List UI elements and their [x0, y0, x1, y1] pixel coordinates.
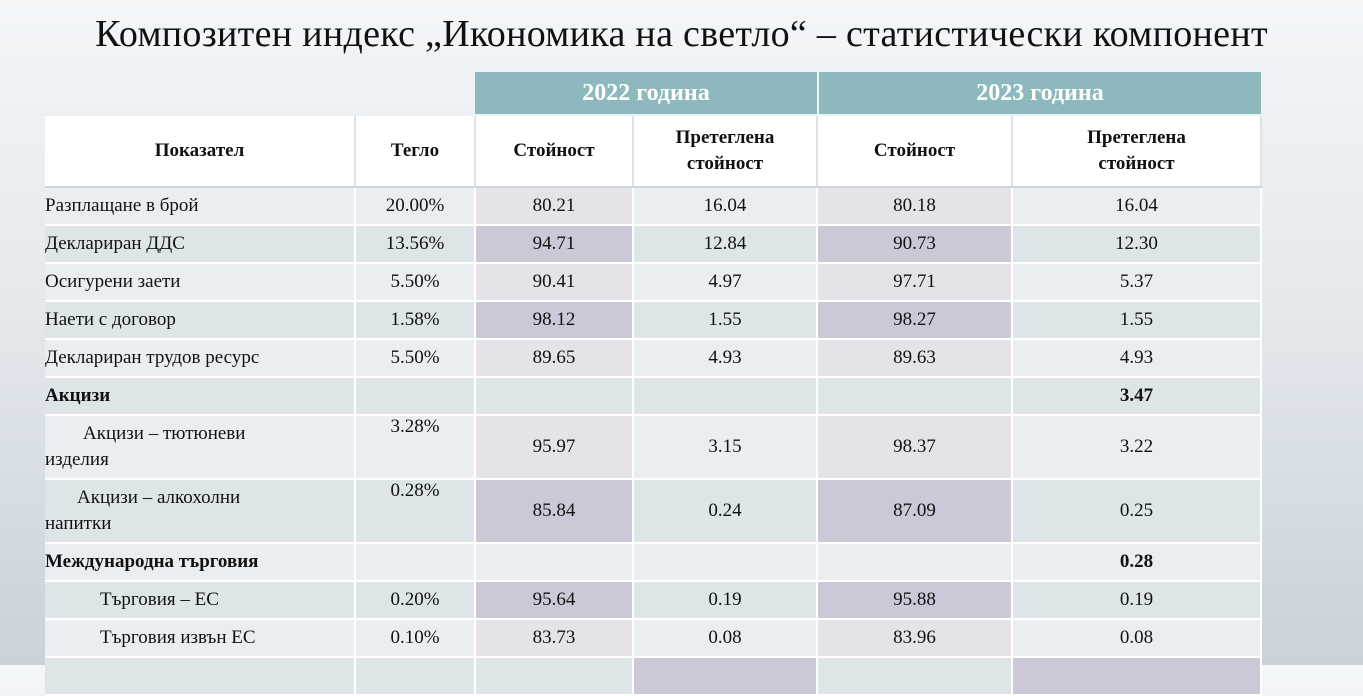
weighted-2023: 12.30: [1012, 225, 1261, 263]
row-name-line1: Акцизи – алкохолни: [77, 487, 241, 508]
table-row-group: [45, 543, 1261, 581]
row-weight: [355, 377, 475, 415]
weighted-2023: 4.93: [1012, 339, 1261, 377]
group-name-trade: Международна търговия: [45, 543, 355, 581]
weighted-2023: 1.55: [1012, 301, 1261, 339]
row-weight: 20.00%: [355, 187, 475, 225]
value-2022: 95.64: [475, 581, 633, 619]
value-2022: 98.12: [475, 301, 633, 339]
weighted-2023: 5.37: [1012, 263, 1261, 301]
weighted-2023: 0.25: [1012, 479, 1261, 543]
table-header-row: [45, 116, 1261, 187]
value-2023: 98.27: [817, 301, 1012, 339]
row-name: Разплащане в брой: [45, 187, 355, 225]
row-name: Осигурени заети: [45, 263, 355, 301]
weighted-2023: 3.22: [1012, 415, 1261, 479]
row-name-line2: изделия: [45, 449, 109, 470]
partial-cell: [475, 657, 633, 695]
header-weighted-line1: Претеглена: [675, 127, 775, 148]
table-row: [45, 415, 1261, 479]
value-2023: [817, 543, 1012, 581]
header-indicator: Показател: [45, 116, 355, 187]
value-2023: 80.18: [817, 187, 1012, 225]
year-header-2022: 2022 година: [475, 72, 817, 114]
value-2023: 98.37: [817, 415, 1012, 479]
year-header-2023: 2023 година: [819, 72, 1261, 114]
index-table: [45, 116, 1262, 696]
row-weight: 3.28%: [355, 415, 475, 479]
row-name: Деклариран трудов ресурс: [45, 339, 355, 377]
header-weighted-2022: [633, 116, 817, 187]
weighted-2023: 16.04: [1012, 187, 1261, 225]
table-row: [45, 339, 1261, 377]
weighted-2022: 4.97: [633, 263, 817, 301]
value-2023: [817, 377, 1012, 415]
weighted-2022: [633, 543, 817, 581]
slide-title: Композитен индекс „Икономика на светло“ – статистически компонент: [95, 13, 1268, 55]
header-weighted-line2: стойност: [1098, 153, 1175, 174]
row-weight: 0.28%: [355, 479, 475, 543]
row-weight: [355, 543, 475, 581]
row-name: [45, 415, 355, 479]
value-2023: 87.09: [817, 479, 1012, 543]
value-2022: 80.21: [475, 187, 633, 225]
partial-cell: [45, 657, 355, 695]
weighted-2022: 0.19: [633, 581, 817, 619]
partial-cell: [633, 657, 817, 695]
value-2022: [475, 377, 633, 415]
weighted-2023: 0.28: [1012, 543, 1261, 581]
value-2022: 89.65: [475, 339, 633, 377]
weighted-2022: 12.84: [633, 225, 817, 263]
weighted-2022: 1.55: [633, 301, 817, 339]
table-row: [45, 187, 1261, 225]
table-row: [45, 581, 1261, 619]
value-2022: 85.84: [475, 479, 633, 543]
row-name-line2: напитки: [45, 513, 112, 534]
weighted-2022: 16.04: [633, 187, 817, 225]
table-row: [45, 263, 1261, 301]
value-2023: 90.73: [817, 225, 1012, 263]
header-weight: Тегло: [355, 116, 475, 187]
group-name-excise: Акцизи: [45, 377, 355, 415]
value-2022: 90.41: [475, 263, 633, 301]
row-weight: 5.50%: [355, 263, 475, 301]
row-name-line1: Акцизи – тютюневи: [83, 423, 246, 444]
table-row: [45, 479, 1261, 543]
value-2022: [475, 543, 633, 581]
header-weighted-line2: стойност: [686, 153, 764, 174]
header-weighted-2023: [1012, 116, 1261, 187]
row-name: Деклариран ДДС: [45, 225, 355, 263]
table-row: [45, 301, 1261, 339]
value-2022: 94.71: [475, 225, 633, 263]
weighted-2022: 3.15: [633, 415, 817, 479]
row-name: Наети с договор: [45, 301, 355, 339]
row-weight: 5.50%: [355, 339, 475, 377]
value-2023: 89.63: [817, 339, 1012, 377]
weighted-2022: [633, 377, 817, 415]
row-name: Търговия – ЕС: [45, 581, 355, 619]
table-row: [45, 225, 1261, 263]
partial-cell: [817, 657, 1012, 695]
partial-cell: [355, 657, 475, 695]
value-2023: 97.71: [817, 263, 1012, 301]
row-name: [45, 479, 355, 543]
row-name: Търговия извън ЕС: [45, 619, 355, 657]
weighted-2022: 0.08: [633, 619, 817, 657]
value-2022: 83.73: [475, 619, 633, 657]
weighted-2023: 0.08: [1012, 619, 1261, 657]
row-weight: 13.56%: [355, 225, 475, 263]
row-weight: 0.10%: [355, 619, 475, 657]
table-row-partial: [45, 657, 1261, 695]
partial-cell: [1012, 657, 1261, 695]
weighted-2022: 4.93: [633, 339, 817, 377]
value-2023: 95.88: [817, 581, 1012, 619]
row-weight: 0.20%: [355, 581, 475, 619]
header-value-2023: Стойност: [817, 116, 1012, 187]
table-row-group: [45, 377, 1261, 415]
weighted-2023: 3.47: [1012, 377, 1261, 415]
weighted-2023: 0.19: [1012, 581, 1261, 619]
header-weighted-line1: Претеглена: [1087, 127, 1186, 148]
table-row: [45, 619, 1261, 657]
value-2022: 95.97: [475, 415, 633, 479]
row-weight: 1.58%: [355, 301, 475, 339]
header-value-2022: Стойност: [475, 116, 633, 187]
weighted-2022: 0.24: [633, 479, 817, 543]
value-2023: 83.96: [817, 619, 1012, 657]
